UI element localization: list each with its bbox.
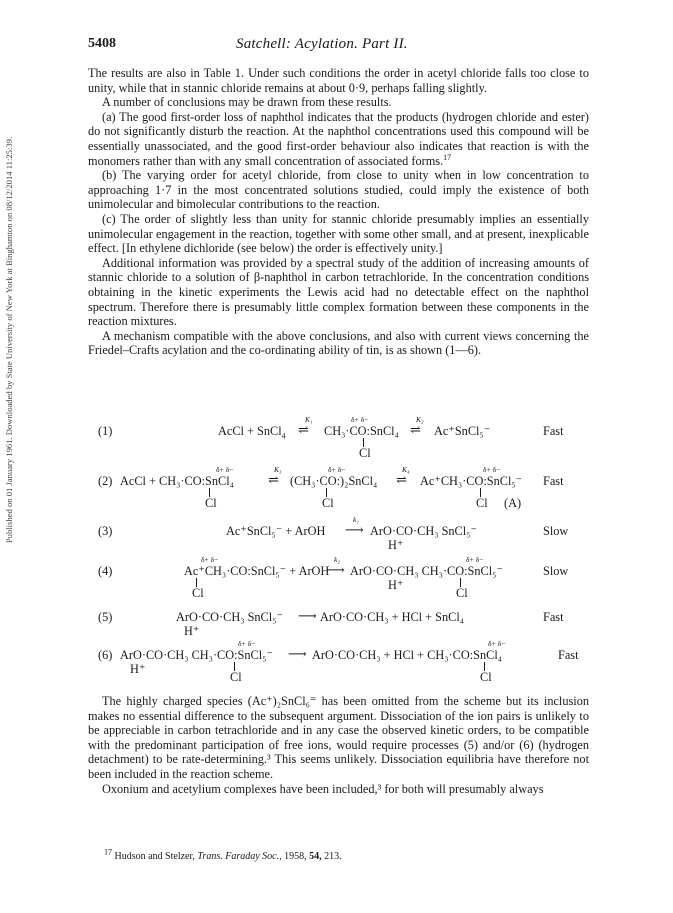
download-watermark [2,60,16,620]
complex: CH₃·CO:SnCl₄ [324,424,399,438]
page-header [88,36,588,56]
chlorine: Cl [476,496,488,510]
equation-number: (2) [98,474,113,488]
rate-constant: K₃ [274,465,282,474]
chlorine: Cl [322,496,334,510]
product: ArO·CO·CH₃ SnCl₅⁻ [370,524,477,538]
footnote-number: 17 [104,847,112,857]
equation-number: (4) [98,564,113,578]
reaction-speed: Slow [543,524,569,538]
product: Ac⁺CH₃·CO:SnCl₅⁻ [420,474,523,488]
footnote-authors: Hudson and Stelzer, [114,851,195,862]
page-number: 5408 [88,36,116,51]
products: ArO·CO·CH₃ + HCl + SnCl₄ [320,610,465,624]
reactants: AcCl + SnCl$_4$ [218,424,286,441]
delta-charges: δ+ δ− [483,465,501,474]
proton: H⁺ [388,578,404,592]
reaction-scheme [88,410,588,688]
product: Ac⁺SnCl₅⁻ [434,424,491,438]
body-text-bottom [88,694,589,796]
rate-constant: k₂ [334,555,340,564]
arrow-icon: ⟶ [326,562,345,577]
paragraph: (a) The good first-order loss of naphthol indicates that the products (hydrogen chloride and ester) do not significantly disturb the reaction. At the naphthol concentrations used this compound will be essentially unassociated, and the good first-order behaviour also indicates that reaction is with the monomers rather than with any small concentration of associated forms.$^{17}$ [88,109,589,168]
reactants: Ac⁺CH₃·CO:SnCl₅⁻ + ArOH [184,564,330,578]
footnote-journal: Trans. Faraday Soc., [197,851,282,862]
reaction-speed: Slow [543,564,569,578]
chlorine: Cl [480,670,492,684]
equilibrium-arrow-icon: ⇌ [298,422,309,437]
delta-charges: δ+ δ− [466,555,484,564]
equilibrium-arrow-icon: ⇌ [410,422,421,437]
equation-number: (5) [98,610,113,624]
complex-label: (A) [504,496,522,510]
equation-number: (6) [98,648,113,662]
footnote-year: 1958, [284,851,307,862]
arrow-icon: ⟶ [345,522,364,537]
body-text-top [88,66,589,358]
arrow-icon: ⟶ [298,608,317,623]
arrow-icon: ⟶ [288,646,307,661]
delta-charges: δ+ δ− [216,465,234,474]
delta-charges: δ+ δ− [351,415,369,424]
paragraph: (c) The order of slightly less than unity for stannic chloride presumably implies an essentially unimolecular engagement in the reaction, together with some other small, and at present, inexplicable effect. [In ethylene dichloride (see below) the order is effectively unity.] [88,211,589,256]
rate-constant: K₄ [402,465,410,474]
equilibrium-arrow-icon: ⇌ [268,472,279,487]
complex: (CH₃·CO:)₂SnCl₄ [290,474,378,488]
footnote-volume: 54, [309,851,322,862]
delta-charges: δ+ δ− [238,639,256,648]
reactants: Ac⁺SnCl₅⁻ + ArOH [226,524,326,538]
footnote-ref: 17 [443,152,452,162]
reactants: AcCl + CH₃·CO:SnCl₄ [120,474,234,488]
rate-constant: K₂ [416,415,424,424]
reaction-speed: Fast [558,648,579,662]
delta-charges: δ+ δ− [201,555,219,564]
delta-charges: δ+ δ− [328,465,346,474]
products: ArO·CO·CH₃ + HCl + CH₃·CO:SnCl₄ [312,648,503,662]
proton: H⁺ [130,662,146,676]
paragraph: Oxonium and acetylium complexes have been included,³ for both will presumably always [102,781,544,796]
footnote [104,847,584,862]
paragraph: A mechanism compatible with the above conclusions, and also with current views concerning the Friedel–Crafts acylation and the co-ordinating ability of tin, is as shown (1—6). [88,328,589,358]
paragraph: Additional information was provided by a spectral study of the addition of increasing amounts of stannic chloride to a solution of β-naphthol in carbon tetrachloride. In the concentration conditions obtaining in the kinetic experiments the Lewis acid had no detectable effect on the naphthol spectrum. Therefore there is presumably little complex formation between these components in the reaction mixtures. [88,255,589,329]
running-head: Satchell: Acylation. Part II. [236,36,408,52]
footnote-page: 213. [324,851,342,862]
reaction-speed: Fast [543,424,564,438]
chlorine: Cl [456,586,468,600]
equation-number: (1) [98,424,113,438]
proton: H⁺ [184,624,200,638]
equilibrium-arrow-icon: ⇌ [396,472,407,487]
rate-constant: K₁ [305,415,313,424]
paragraph: A number of conclusions may be drawn from these results. [102,95,392,110]
proton: H⁺ [388,538,404,552]
reaction-speed: Fast [543,474,564,488]
product: ArO·CO·CH₃ CH₃·CO:SnCl₅⁻ [350,564,503,578]
paragraph: (b) The varying order for acetyl chloride, from close to unity when in low concentration to approaching 1·7 in the most concentrated solutions studied, could imply the existence of both unimolecular and bimolecular contributions to the reaction. [88,168,589,212]
paragraph: The results are also in Table 1. Under such conditions the order in acetyl chloride falls too close to unity, while that in stannic chloride remains at about 0·9, perhaps falling slightly. [88,66,589,95]
chlorine: Cl [192,586,204,600]
rate-constant: k₁ [353,515,359,524]
chlorine: Cl [359,446,371,460]
chlorine: Cl [205,496,217,510]
reactants: ArO·CO·CH₃ CH₃·CO:SnCl₅⁻ [120,648,273,662]
chlorine: Cl [230,670,242,684]
reactants: ArO·CO·CH₃ SnCl₅⁻ [176,610,283,624]
download-watermark-text: Published on 01 January 1961. Downloaded by State University of New York at Binghamton on 08/12/2014 11:25:39. [4,136,14,544]
equation-number: (3) [98,524,113,538]
delta-charges: δ+ δ− [488,639,506,648]
paragraph: The highly charged species (Ac⁺)₂SnCl₆⁼ has been omitted from the scheme but its inclusion makes no essential difference to the subsequent argument. Dissociation of the ion pairs is unlikely to be appreciable in carbon tetrachloride and in any case the observed kinetic orders, to be compatible with the predominant participation of free ions, would require processes (5) and/or (6) (hydrogen detachment) to be rate-determining.³ This seems unlikely. Dissociation equilibria have therefore not been included in the reaction scheme. [88,694,589,781]
reaction-speed: Fast [543,610,564,624]
